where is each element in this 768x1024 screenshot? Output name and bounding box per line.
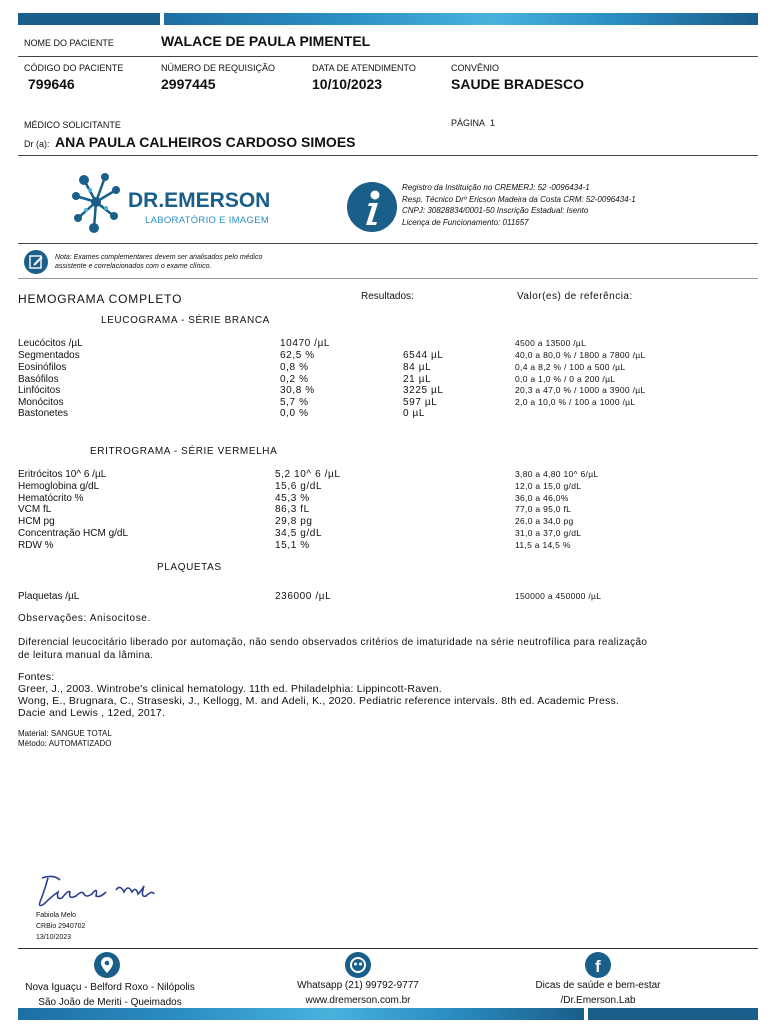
differential-note: Diferencial leucocitário liberado por automação, não sendo observados critérios de imaturidade na série neutrofílica para realização de leitura manual da lâmina. bbox=[18, 637, 648, 661]
doctor-label: MÉDICO SOLICITANTE bbox=[24, 120, 121, 130]
facebook-icon bbox=[585, 952, 611, 978]
leukogram-title: LEUCOGRAMA - SÉRIE BRANCA bbox=[101, 315, 270, 326]
observations: Observações: Anisocitose. bbox=[18, 613, 151, 624]
info-icon bbox=[347, 182, 397, 232]
location-icon bbox=[94, 952, 120, 978]
table-row: Bastonetes 0,0 % 0 µL bbox=[18, 408, 426, 419]
table-row: Basófilos 0,2 % 21 µL 0,0 a 1,0 % / 0 a 200 /µL bbox=[18, 374, 616, 385]
doctor-name: ANA PAULA CALHEIROS CARDOSO SIMOES bbox=[55, 134, 356, 150]
table-row: RDW % 15,1 % 11,5 a 14,5 % bbox=[18, 540, 571, 551]
table-row: Eosinófilos 0,8 % 84 µL 0,4 a 8,2 % / 100 a 500 /µL bbox=[18, 362, 626, 373]
table-row: Linfócitos 30,8 % 3225 µL 20,3 a 47,0 % / 1000 a 3900 /µL bbox=[18, 385, 646, 396]
results-header: Resultados: bbox=[361, 291, 414, 302]
clinical-note: Nota: Exames complementares devem ser analisados pelo médico assistente e correlacionados com o exame clínico. bbox=[55, 254, 263, 270]
table-row: Monócitos 5,7 % 597 µL 2,0 a 10,0 % / 100 a 1000 /µL bbox=[18, 397, 636, 408]
page-label: PÁGINA 1 bbox=[451, 118, 496, 128]
divider bbox=[18, 243, 758, 244]
website-link[interactable]: www.dremerson.com.br bbox=[305, 995, 411, 1006]
footer-locations: Nova Iguaçu - Belford Roxo - Nilópolis São João de Meriti - Queimados bbox=[25, 982, 195, 1008]
lab-registration-info: Registro da Instituição no CREMERJ: 52 -0096434-1 Resp. Técnico Drº Ericson Madeira da Costa CRM: 52-0096434-1 CNPJ: 30828834/0001-50 Inscrição Estadual: Isento Licença de Funcionamento: 011657 bbox=[402, 183, 636, 227]
whatsapp-icon bbox=[345, 952, 371, 978]
patient-name: WALACE DE PAULA PIMENTEL bbox=[161, 33, 371, 49]
table-row: Eritrócitos 10^ 6 /µL 5,2 10^ 6 /µL 3,80 a 4,80 10^ 6/µL bbox=[18, 469, 599, 480]
lab-logo-icon bbox=[70, 170, 122, 234]
divider bbox=[18, 278, 758, 279]
erythrogram-title: ERITROGRAMA - SÉRIE VERMELHA bbox=[90, 446, 278, 457]
signer-info: Fabiola Melo CRBio 2940702 13/10/2023 bbox=[36, 912, 86, 941]
attendance-date-label: DATA DE ATENDIMENTO bbox=[312, 63, 416, 73]
lab-brand: DR.EMERSON bbox=[128, 189, 271, 212]
note-icon bbox=[24, 250, 48, 274]
svg-text:f: f bbox=[595, 957, 601, 976]
footer-social: Dicas de saúde e bem-estar /Dr.Emerson.Lab bbox=[498, 978, 698, 1008]
table-row: Hematócrito % 45,3 % 36,0 a 46,0% bbox=[18, 493, 569, 504]
request-number-label: NÚMERO DE REQUISIÇÃO bbox=[161, 63, 276, 73]
header-color-bar bbox=[18, 13, 758, 25]
table-row: Segmentados 62,5 % 6544 µL 40,0 a 80,0 % / 1800 a 7800 /µL bbox=[18, 350, 646, 361]
divider bbox=[18, 155, 758, 156]
attendance-date: 10/10/2023 bbox=[312, 76, 383, 92]
table-row: Plaquetas /µL 236000 /µL 150000 a 450000 /µL bbox=[18, 591, 602, 602]
doctor-prefix: Dr (a): bbox=[24, 139, 50, 149]
patient-code-label: CÓDIGO DO PACIENTE bbox=[24, 63, 124, 73]
table-row: VCM fL 86,3 fL 77,0 a 95,0 fL bbox=[18, 504, 572, 515]
footer-contact: Whatsapp (21) 99792-9777 www.dremerson.com.br bbox=[258, 978, 458, 1008]
table-row: Concentração HCM g/dL 34,5 g/dL 31,0 a 37,0 g/dL bbox=[18, 528, 582, 539]
signature-image bbox=[34, 872, 158, 912]
material-method: Material: SANGUE TOTAL Método: AUTOMATIZADO bbox=[18, 729, 112, 748]
request-number: 2997445 bbox=[161, 76, 216, 92]
patient-name-label: NOME DO PACIENTE bbox=[24, 38, 114, 48]
sources: Fontes: Greer, J., 2003. Wintrobe's clinical hematology. 11th ed. Philadelphia: Lippincott-Raven. Wong, E., Brugnara, C., Straseski, J., Kellogg, M. and Adeli, K., 2020. Pediatric reference intervals. 8th ed. Academic Press. Dacie and Lewis , 12ed, 2017. bbox=[18, 671, 620, 719]
platelets-title: PLAQUETAS bbox=[157, 562, 222, 573]
table-row: HCM pg 29,8 pg 26,0 a 34,0 pg bbox=[18, 516, 574, 527]
divider bbox=[18, 56, 758, 57]
insurance: SAUDE BRADESCO bbox=[451, 76, 585, 92]
reference-header: Valor(es) de referência: bbox=[517, 291, 633, 302]
exam-title: HEMOGRAMA COMPLETO bbox=[18, 292, 183, 306]
table-row: Hemoglobina g/dL 15,6 g/dL 12,0 a 15,0 g/dL bbox=[18, 481, 582, 492]
insurance-label: CONVÊNIO bbox=[451, 63, 500, 73]
footer-color-bar bbox=[18, 1008, 758, 1020]
patient-code: 799646 bbox=[28, 76, 75, 92]
divider bbox=[18, 948, 758, 949]
facebook-link[interactable]: /Dr.Emerson.Lab bbox=[560, 995, 636, 1006]
lab-brand-subtitle: LABORATÓRIO E IMAGEM bbox=[145, 215, 270, 226]
table-row: Leucócitos /µL 10470 /µL 4500 a 13500 /µL bbox=[18, 338, 587, 349]
